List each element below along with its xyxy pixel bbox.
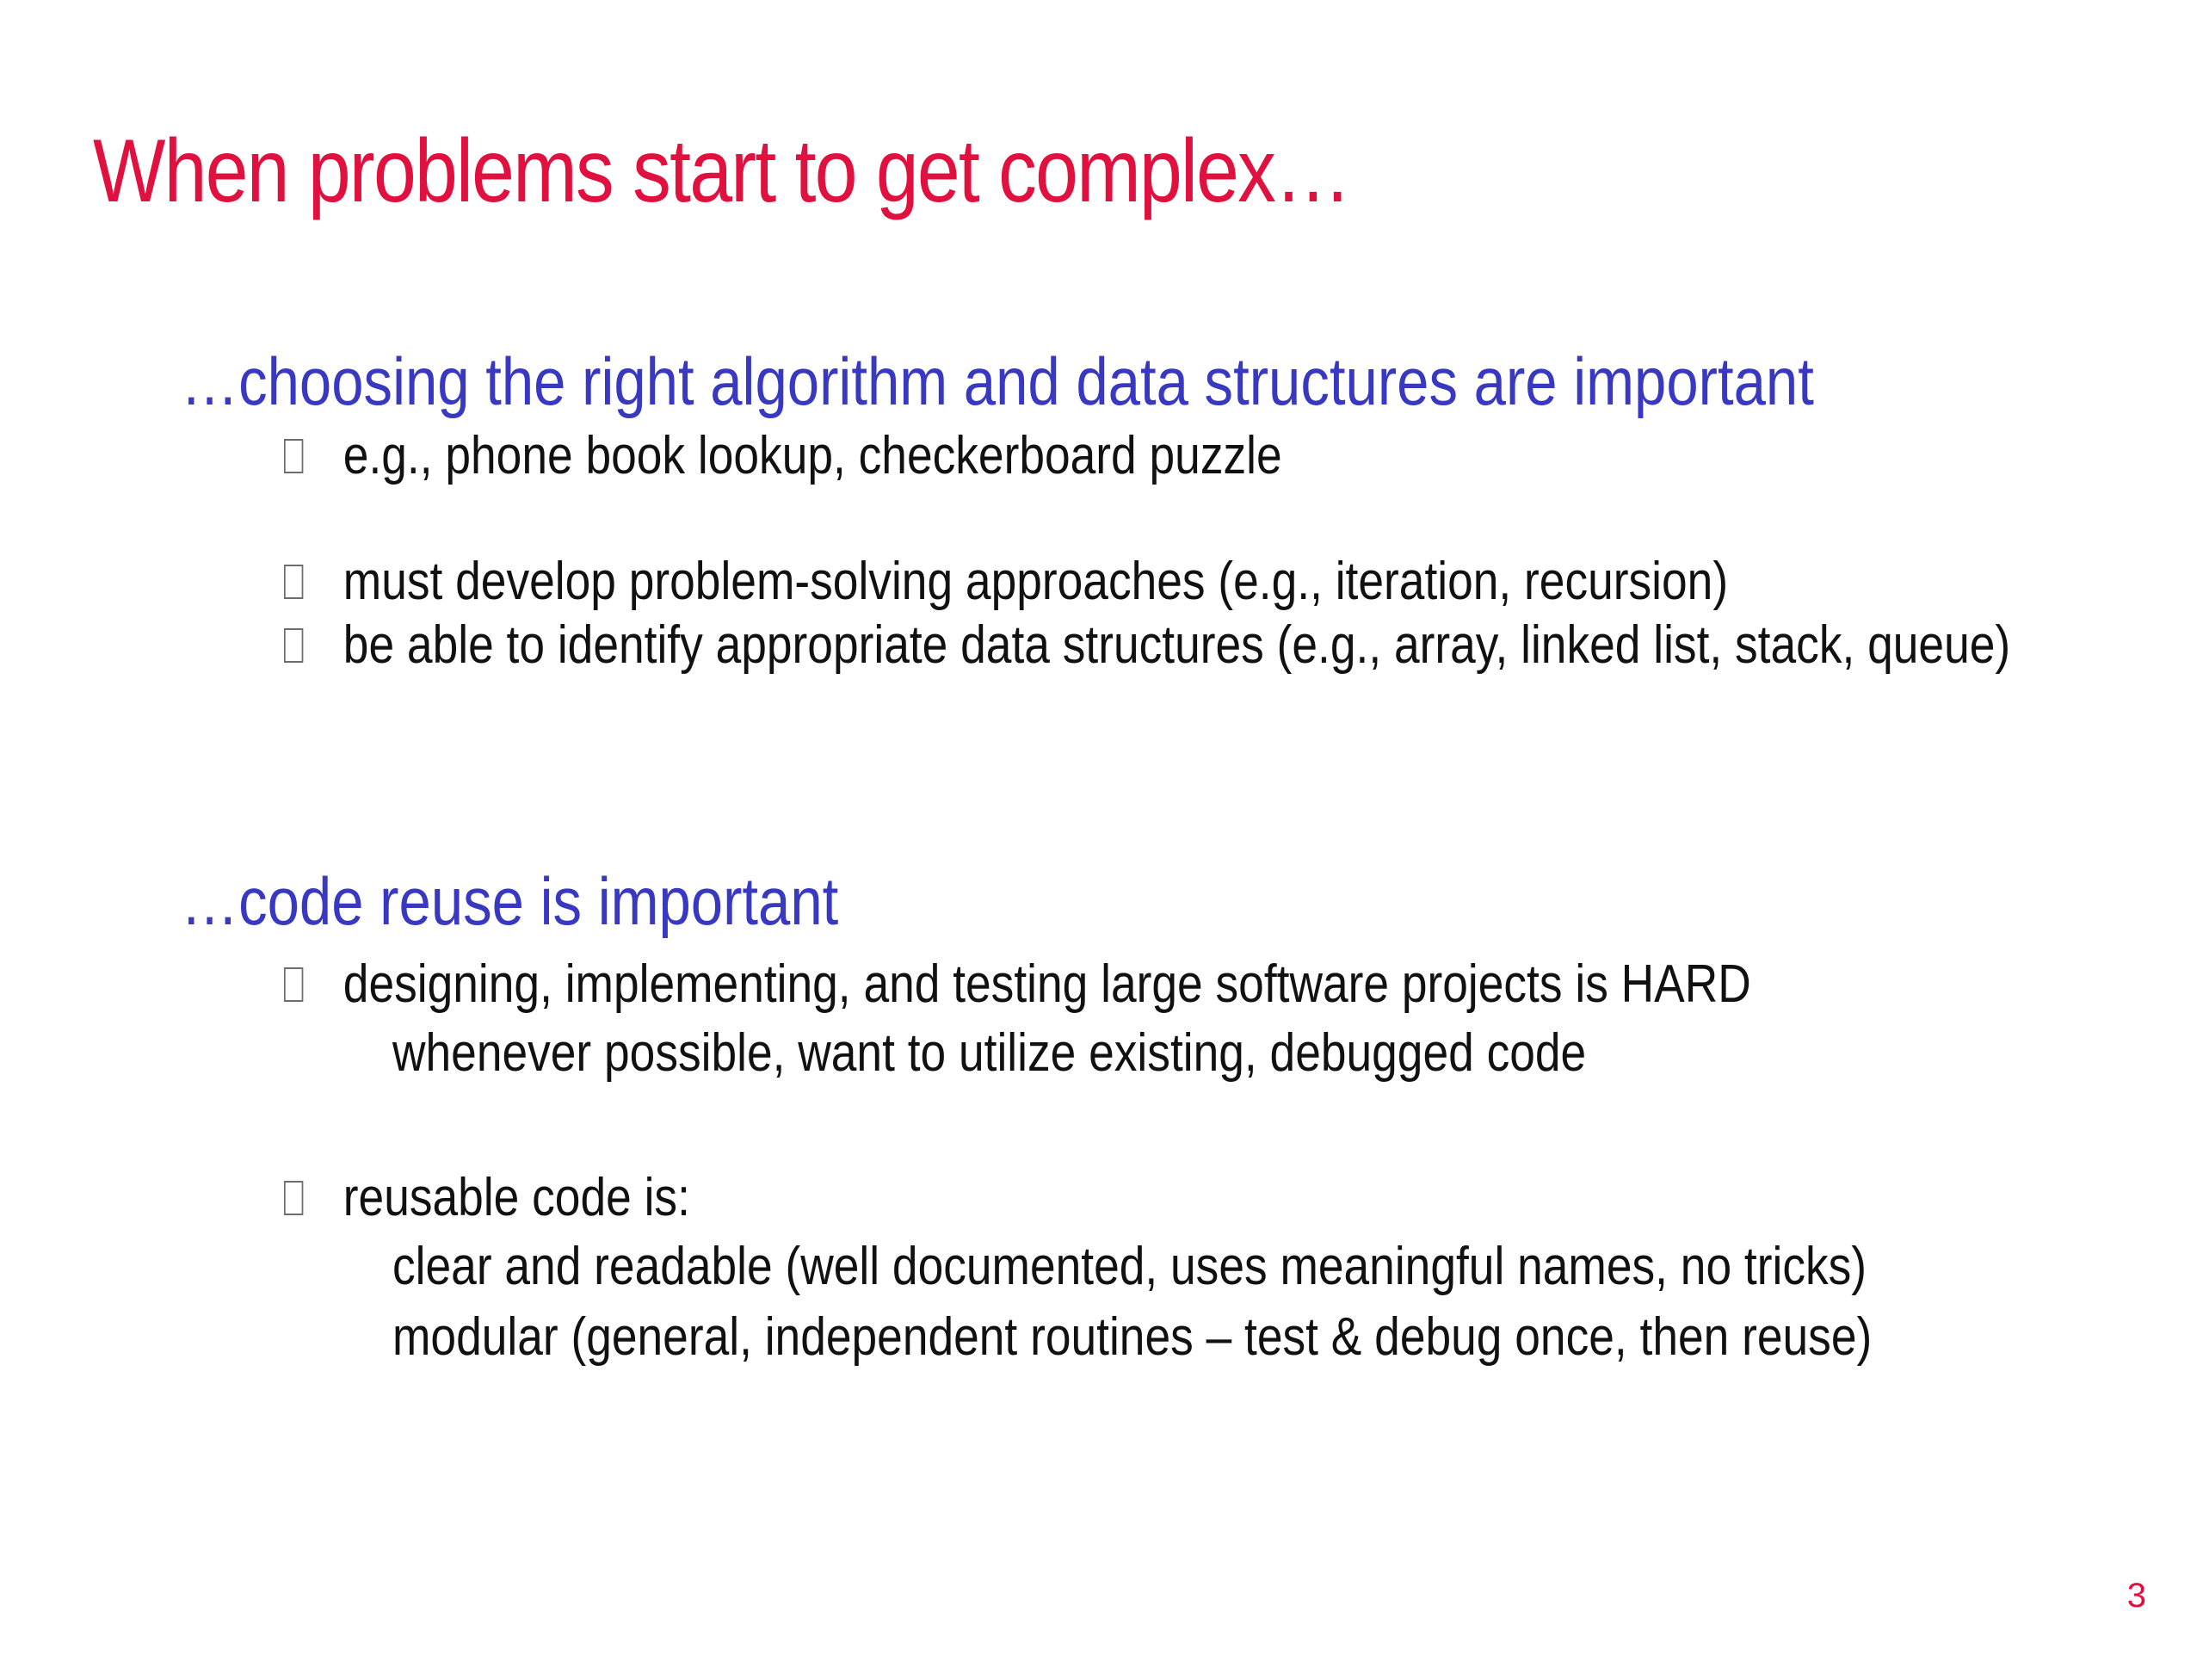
bullet-text: must develop problem-solving approaches (e.g., iteration, recursion) [342, 552, 1729, 611]
square-bullet-icon [284, 565, 303, 599]
bullet-text: be able to identify appropriate data structures (e.g., array, linked list, stack, queue) [342, 615, 2011, 675]
square-bullet-icon [284, 628, 303, 663]
section-heading-algorithms: …choosing the right algorithm and data structures are important [181, 343, 1814, 419]
sub-bullet-text: whenever possible, want to utilize existing, debugged code [392, 1023, 1587, 1083]
sub-bullet-text: modular (general, independent routines – test & debug once, then reuse) [392, 1307, 1873, 1367]
bullet-text: reusable code is: [342, 1168, 690, 1227]
square-bullet-icon [284, 439, 303, 473]
square-bullet-icon [284, 967, 303, 1002]
square-bullet-icon [284, 1181, 303, 1215]
bullet-text: e.g., phone book lookup, checkerboard puzzle [342, 426, 1282, 485]
slide-title: When problems start to get complex… [93, 121, 1350, 221]
bullet-text: designing, implementing, and testing large software projects is HARD [342, 954, 1751, 1014]
page-number: 3 [2126, 1577, 2146, 1615]
section-heading-code-reuse: …code reuse is important [181, 863, 839, 939]
sub-bullet-text: clear and readable (well documented, uses meaningful names, no tricks) [392, 1237, 1867, 1296]
